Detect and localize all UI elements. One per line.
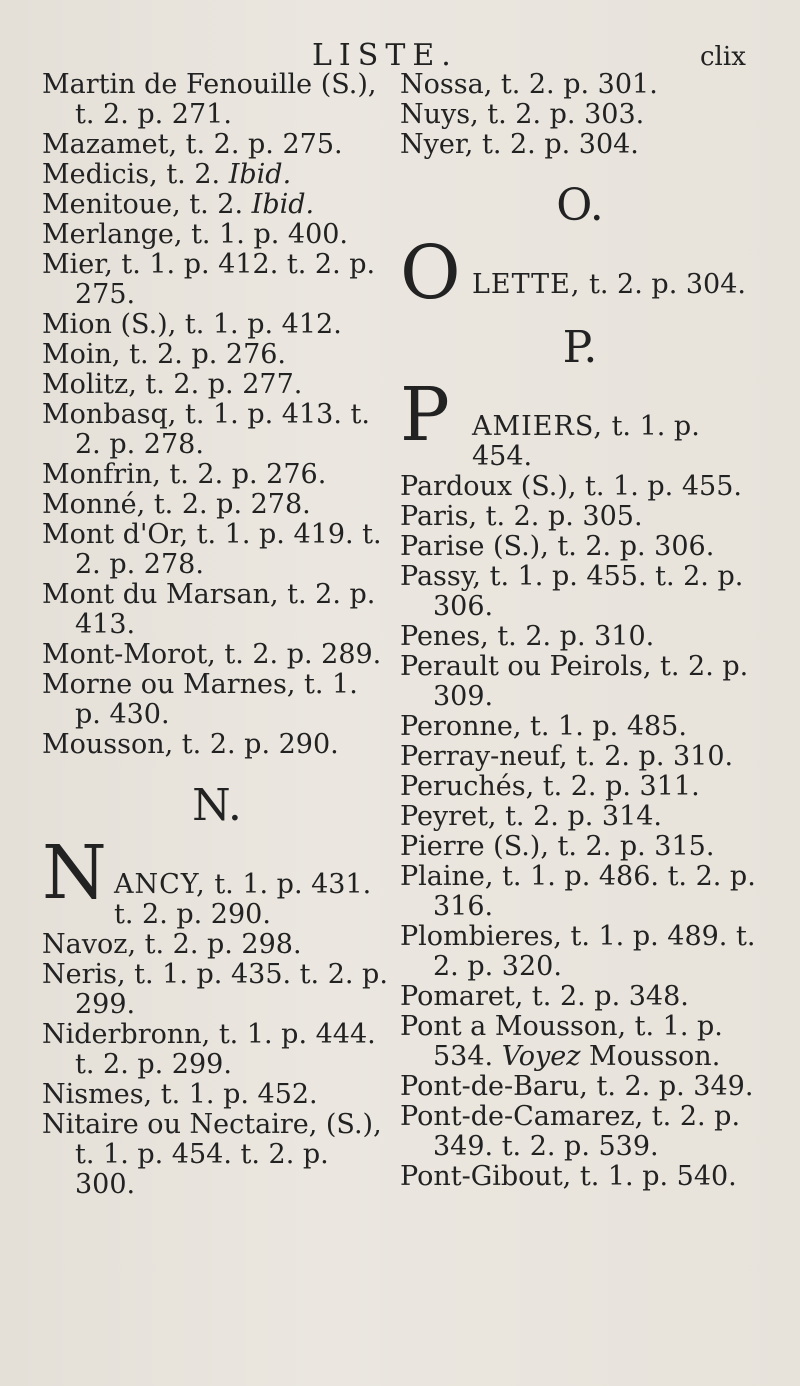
- index-entry: Mion (S.), t. 1. p. 412.: [42, 309, 342, 340]
- index-entry: Mont d'Or, t. 1. p. 419. t. 2. p. 278.: [42, 519, 382, 580]
- drop-cap: O: [400, 230, 461, 316]
- right-column: [400, 70, 760, 1192]
- section-heading-p: P.: [562, 322, 598, 373]
- left-column: [42, 70, 392, 1200]
- index-entry: Monné, t. 2. p. 278.: [42, 489, 311, 520]
- index-entry: Mont du Marsan, t. 2. p. 413.: [42, 579, 376, 640]
- index-entry: Mazamet, t. 2. p. 275.: [42, 129, 343, 160]
- index-entry: Peronne, t. 1. p. 485.: [400, 711, 687, 742]
- index-entry: Peyret, t. 2. p. 314.: [400, 801, 663, 832]
- index-entry: Nyer, t. 2. p. 304.: [400, 129, 639, 160]
- index-entry: Plaine, t. 1. p. 486. t. 2. p. 316.: [400, 861, 756, 922]
- ibid-ref: Ibid.: [228, 159, 292, 190]
- index-entry: Peruchés, t. 2. p. 311.: [400, 771, 700, 802]
- index-entry: Nuys, t. 2. p. 303.: [400, 99, 645, 130]
- index-entry-dropcap: P AMIERS, t. 1. p. 454.: [400, 372, 700, 472]
- index-entry: Pont a Mousson, t. 1. p. 534. Voyez Mousson.: [400, 1011, 723, 1072]
- index-entry: Nossa, t. 2. p. 301.: [400, 69, 658, 100]
- running-title: LISTE.: [312, 38, 458, 73]
- index-entry: Mont-Morot, t. 2. p. 289.: [42, 639, 382, 670]
- index-entry: Nismes, t. 1. p. 452.: [42, 1079, 318, 1110]
- index-entry: Pont-de-Camarez, t. 2. p. 349. t. 2. p. 539.: [400, 1101, 741, 1162]
- index-entry: Menitoue, t. 2. Ibid.: [42, 189, 315, 220]
- index-entry: Parise (S.), t. 2. p. 306.: [400, 531, 715, 562]
- drop-cap: P: [400, 372, 450, 458]
- index-entry-dropcap: N ANCY, t. 1. p. 431. t. 2. p. 290.: [42, 830, 372, 930]
- index-entry: Moin, t. 2. p. 276.: [42, 339, 287, 370]
- index-entry: Penes, t. 2. p. 310.: [400, 621, 655, 652]
- index-entry: Pont-de-Baru, t. 2. p. 349.: [400, 1071, 754, 1102]
- index-entry: Niderbronn, t. 1. p. 444. t. 2. p. 299.: [42, 1019, 376, 1080]
- section-heading-o: O.: [556, 180, 604, 231]
- index-entry: Merlange, t. 1. p. 400.: [42, 219, 349, 250]
- index-entry: Passy, t. 1. p. 455. t. 2. p. 306.: [400, 561, 744, 622]
- index-entry: Pont-Gibout, t. 1. p. 540.: [400, 1161, 737, 1192]
- index-entry: Morne ou Marnes, t. 1. p. 430.: [42, 669, 358, 730]
- index-entry: Molitz, t. 2. p. 277.: [42, 369, 303, 400]
- index-entry: Perault ou Peirols, t. 2. p. 309.: [400, 651, 749, 712]
- index-entry: Pierre (S.), t. 2. p. 315.: [400, 831, 715, 862]
- page-number: clix: [700, 42, 746, 72]
- index-entry: Perray-neuf, t. 2. p. 310.: [400, 741, 734, 772]
- ibid-ref: Ibid.: [251, 189, 315, 220]
- drop-cap: N: [42, 830, 107, 916]
- index-entry: Monfrin, t. 2. p. 276.: [42, 459, 327, 490]
- index-entry: Monbasq, t. 1. p. 413. t. 2. p. 278.: [42, 399, 370, 460]
- section-heading-n: N.: [192, 780, 242, 831]
- index-entry: Martin de Fenouille (S.), t. 2. p. 271.: [42, 69, 377, 130]
- index-entry: Nitaire ou Nectaire, (S.), t. 1. p. 454. t. 2. p. 300.: [42, 1109, 382, 1200]
- voyez-ref: Voyez: [501, 1041, 581, 1072]
- index-entry: Medicis, t. 2. Ibid.: [42, 159, 292, 190]
- index-entry: Plombieres, t. 1. p. 489. t. 2. p. 320.: [400, 921, 756, 982]
- index-entry-dropcap: O LETTE, t. 2. p. 304.: [400, 230, 746, 316]
- index-entry: Pardoux (S.), t. 1. p. 455.: [400, 471, 742, 502]
- index-entry: Navoz, t. 2. p. 298.: [42, 929, 302, 960]
- index-entry: Neris, t. 1. p. 435. t. 2. p. 299.: [42, 959, 388, 1020]
- index-entry: Mier, t. 1. p. 412. t. 2. p. 275.: [42, 249, 376, 310]
- index-entry: Pomaret, t. 2. p. 348.: [400, 981, 689, 1012]
- index-entry: Paris, t. 2. p. 305.: [400, 501, 643, 532]
- index-entry: Mousson, t. 2. p. 290.: [42, 729, 339, 760]
